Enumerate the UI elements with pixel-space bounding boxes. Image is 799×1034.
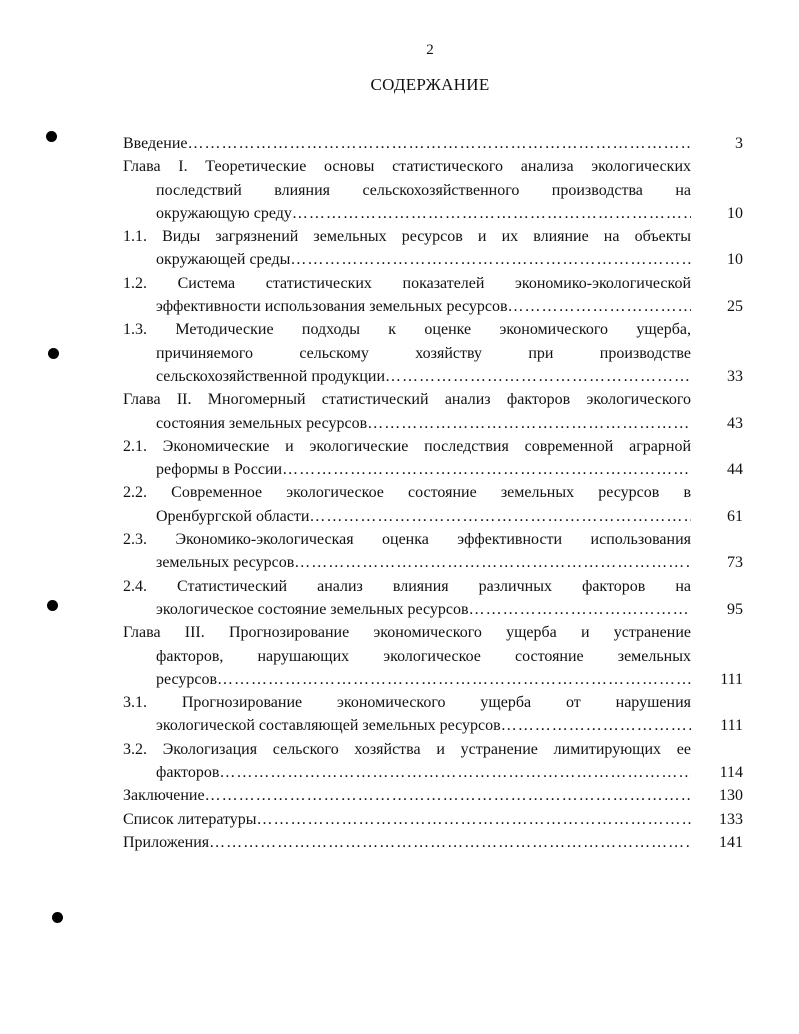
toc-entry — [123, 691, 743, 738]
toc-entry-title-end: состояния земельных ресурсов — [156, 414, 368, 432]
page-title: СОДЕРЖАНИЕ — [370, 75, 490, 94]
toc-entry — [123, 528, 743, 575]
dot-leader — [217, 668, 691, 691]
toc-entry — [123, 388, 743, 435]
toc-entry-title-continued: причиняемого сельскому хозяйству при производстве — [156, 344, 691, 362]
toc-entry — [123, 225, 743, 272]
dot-leader — [205, 784, 691, 807]
toc-entry — [123, 155, 743, 225]
dot-leader — [385, 365, 691, 388]
page-number: 2 — [426, 42, 434, 58]
margin-blot-icon — [46, 131, 57, 142]
toc-entry — [123, 831, 743, 854]
toc-entry-title-end: факторов — [156, 764, 220, 782]
toc-entry-page: 141 — [719, 833, 743, 851]
toc-entry-page: 73 — [727, 554, 743, 572]
dot-leader — [219, 761, 691, 784]
toc-entry-title-continued: факторов, нарушающих экологическое состояние земельных — [156, 647, 691, 665]
toc-entry-title: Список литературы — [123, 810, 257, 828]
toc-entry-title: Заключение — [123, 787, 205, 805]
toc-entry-title-end: окружающей среды — [156, 251, 291, 269]
toc-entry-page: 33 — [727, 367, 743, 385]
toc-entry-page: 10 — [727, 251, 743, 269]
toc-entry-title-end: реформы в России — [156, 461, 283, 479]
toc-entry-page: 95 — [727, 600, 743, 618]
toc-entry-title: 2.1. Экономические и экологические последствия современной аграрной — [123, 437, 691, 455]
dot-leader — [469, 598, 691, 621]
toc-entry — [123, 318, 743, 388]
toc-entry — [123, 132, 743, 155]
toc-entry — [123, 784, 743, 807]
dot-leader — [290, 248, 691, 271]
toc-entry-page: 114 — [719, 764, 743, 782]
toc-entry-title-end: окружающую среду — [156, 204, 292, 222]
toc-entry-title: Глава I. Теоретические основы статистического анализа экологических — [123, 158, 691, 176]
toc-entry — [123, 272, 743, 319]
dot-leader — [309, 505, 691, 528]
toc-entry-title: Введение — [123, 135, 188, 152]
toc-entry-title: 2.3. Экономико-экологическая оценка эффективности использования — [123, 531, 691, 549]
toc-entry-page: 25 — [727, 298, 743, 316]
margin-blot-icon — [48, 348, 59, 359]
toc-entry — [123, 575, 743, 622]
dot-leader — [282, 458, 691, 481]
toc-entry-title: 1.1. Виды загрязнений земельных ресурсов и их влияние на объекты — [123, 228, 691, 246]
table-of-contents — [123, 132, 743, 854]
toc-entry-title: Глава III. Прогнозирование экономического ущерба и устранение — [123, 624, 691, 642]
toc-entry-title-continued: последствий влияния сельскохозяйственного производства на — [156, 181, 691, 199]
toc-entry-title: 3.2. Экологизация сельского хозяйства и устранение лимитирующих ее — [123, 740, 691, 758]
toc-entry — [123, 435, 743, 482]
toc-entry-title: Приложения — [123, 833, 210, 851]
toc-entry-title: Глава II. Многомерный статистический анализ факторов экологического — [123, 391, 691, 409]
toc-entry-page: 44 — [727, 461, 743, 479]
toc-entry-title-end: экологической составляющей земельных ресурсов — [156, 717, 501, 735]
toc-entry — [123, 738, 743, 785]
dot-leader — [209, 831, 691, 854]
toc-entry-title-end: экологическое состояние земельных ресурсов — [156, 600, 469, 618]
dot-leader — [292, 202, 691, 225]
toc-entry-page: 111 — [720, 717, 743, 735]
dot-leader — [501, 714, 691, 737]
toc-entry-page: 130 — [719, 787, 743, 805]
toc-entry-title-end: Оренбургской области — [156, 507, 310, 525]
dot-leader — [367, 412, 691, 435]
toc-entry-title: 2.2. Современное экологическое состояние земельных ресурсов в — [123, 484, 691, 502]
toc-entry — [123, 481, 743, 528]
toc-entry-page: 61 — [727, 507, 743, 525]
margin-blot-icon — [47, 600, 58, 611]
toc-entry — [123, 808, 743, 831]
margin-blot-icon — [52, 912, 63, 923]
toc-entry-title-end: земельных ресурсов — [156, 554, 295, 572]
toc-entry — [123, 621, 743, 691]
toc-entry-title-end: ресурсов — [156, 670, 218, 688]
toc-entry-title-end: эффективности использования земельных ресурсов — [156, 298, 508, 316]
toc-entry-page: 133 — [719, 810, 743, 828]
toc-entry-page: 43 — [727, 414, 743, 432]
dot-leader — [257, 808, 691, 831]
dot-leader — [294, 551, 691, 574]
dot-leader — [188, 132, 692, 155]
toc-entry-title-end: сельскохозяйственной продукции — [156, 367, 386, 385]
dot-leader — [508, 295, 691, 318]
toc-entry-title: 3.1. Прогнозирование экономического ущерба от нарушения — [123, 694, 691, 712]
toc-entry-title: 1.3. Методические подходы к оценке экономического ущерба, — [123, 321, 691, 339]
toc-entry-title: 2.4. Статистический анализ влияния различных факторов на — [123, 577, 691, 595]
toc-entry-page: 10 — [727, 204, 743, 222]
toc-entry-title: 1.2. Система статистических показателей экономико-экологической — [123, 274, 691, 292]
toc-entry-page: 3 — [735, 135, 743, 152]
toc-entry-page: 111 — [720, 670, 743, 688]
